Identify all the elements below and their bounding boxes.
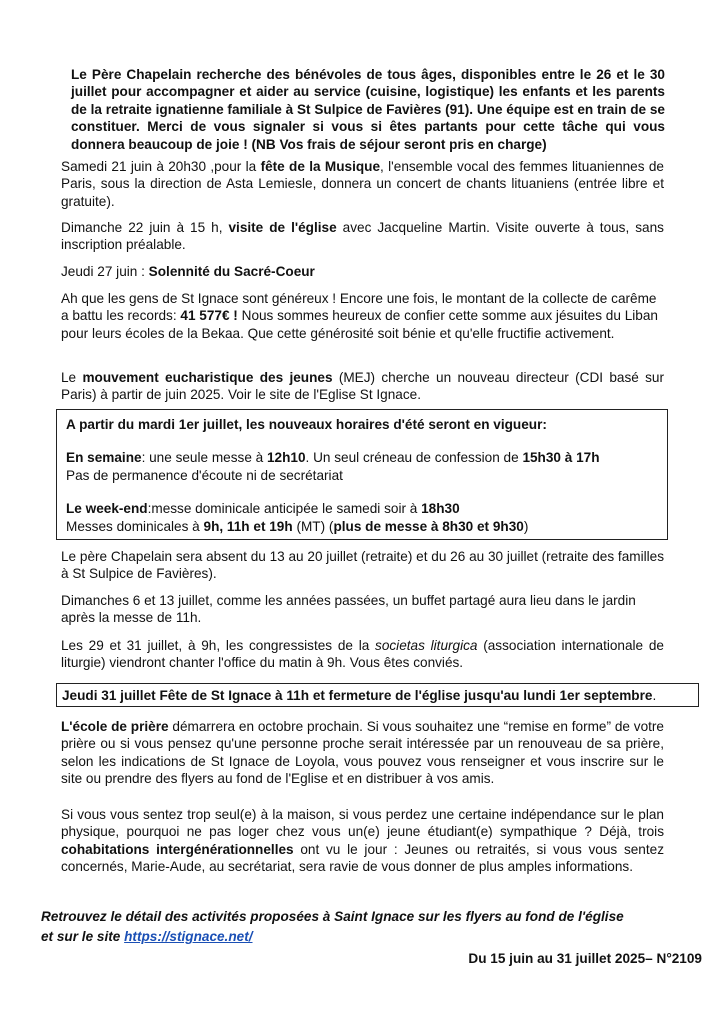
weekday-note: Pas de permanence d'écoute ni de secrétariat <box>66 467 343 483</box>
website-link[interactable]: https://stignace.net/ <box>124 929 253 944</box>
text: Dimanche 22 juin à 15 h, <box>61 220 229 235</box>
sunday-masses <box>66 518 659 535</box>
paragraph-sacre-coeur <box>61 263 664 280</box>
text: ) <box>523 518 529 534</box>
paragraph-societas <box>61 637 664 672</box>
summer-hours-title: A partir du mardi 1er juillet, les nouveaux horaires d'été seront en vigueur: <box>66 417 547 432</box>
text: societas liturgica <box>375 638 478 653</box>
highlight: L'école de prière <box>61 719 169 734</box>
volunteer-call-text: Le Père Chapelain recherche des bénévoles de tous âges, disponibles entre le 26 et le 30 juillet pour accompagner et aider au service (cuisine, logistique) les enfants et les parents de la retraite ignatienne familiale à St Sulpice de Favières (91). Une équipe est en train de se constituer. Merci de vous signaler si vous si êtes partants pour cette tâche qui vous donnera beaucoup de joie ! (NB Vos frais de séjour seront pris en charge) <box>71 67 665 152</box>
volunteer-call <box>71 66 665 153</box>
paragraph-mej <box>61 369 664 404</box>
text: En semaine <box>66 450 142 466</box>
paragraph-cohabitations <box>61 806 664 876</box>
weekend-hours <box>66 500 659 517</box>
text: . Un seul créneau de confession de <box>305 450 523 466</box>
highlight: 41 577€ ! <box>180 308 238 324</box>
paragraph-fete-musique <box>61 158 664 210</box>
paragraph-visite <box>61 219 664 254</box>
footer-line: Retrouvez le détail des activités proposées à Saint Ignace sur les flyers au fond de l'église <box>41 909 624 924</box>
text: (association internationale de liturgie) viendront chanter l'office du matin à 9h. Vous êtes conviés. <box>61 638 664 671</box>
text: . <box>652 688 657 703</box>
footer-note <box>41 907 681 947</box>
text: 18h30 <box>421 501 460 517</box>
text: ont vu le jour : Jeunes ou retraités, si vous vous sentez concernés, Marie-Aude, au secrétariat, sera ravie de vous donner de plus amples informations. <box>61 841 664 875</box>
text: : une seule messe à <box>141 450 267 466</box>
text: avec Jacqueline Martin. Visite ouverte à tous, sans inscription préalable. <box>61 220 664 253</box>
text: Dimanches 6 et 13 juillet, comme les années passées, un buffet partagé aura lieu dans le jardin après la messe de 11h. <box>61 593 636 626</box>
paragraph-absence <box>61 548 664 583</box>
text: Samedi 21 juin à 20h30 ,pour la <box>61 159 261 174</box>
weekday-hours <box>66 449 659 466</box>
text: Le <box>61 370 83 385</box>
text: 15h30 à 17h <box>522 450 600 466</box>
feast-day-text: Jeudi 31 juillet Fête de St Ignace à 11h et fermeture de l'église jusqu'au lundi 1er septembre <box>62 688 653 703</box>
text: 9h, 11h et 19h <box>203 518 293 534</box>
text: et sur le site <box>41 929 125 944</box>
feast-day-box <box>56 683 699 707</box>
highlight: mouvement eucharistique des jeunes <box>82 370 333 385</box>
issue-reference: Du 15 juin au 31 juillet 2025– N°2109 <box>468 951 702 966</box>
text: Si vous vous sentez trop seul(e) à la maison, si vous perdez une certaine indépendance sur le plan physique, pourquoi ne pas loger chez vous un(e) jeune étudiant(e) sympathique ? Déjà, trois <box>61 807 664 840</box>
text: (MEJ) cherche un nouveau directeur (CDI basé sur Paris) à partir de juin 2025. Voir le site de l'Eglise St Ignace. <box>61 370 664 403</box>
text: plus de messe à 8h30 et 9h30 <box>333 518 524 534</box>
paragraph-careme <box>61 290 661 342</box>
highlight: visite de l'église <box>228 220 337 235</box>
text: Jeudi 27 juin : <box>61 264 149 279</box>
text: Messes dominicales à <box>66 518 204 534</box>
text: :messe dominicale anticipée le samedi soir à <box>147 501 422 517</box>
summer-hours-box <box>56 409 668 540</box>
text: Nous sommes heureux de confier cette somme aux jésuites du Liban pour leurs écoles de la Bekaa. Que cette générosité soit bénie et qu'elle fructifie activement. <box>61 308 658 341</box>
text: (MT) ( <box>292 518 334 534</box>
text: démarrera en octobre prochain. Si vous souhaitez une “remise en forme” de votre prière ou si vous pensez qu'une personne proche serait intéressée par un renouveau de sa prière, selon les indications de St Ignace de Loyola, vous pouvez vous renseigner et vous inscrire sur le site ou prendre des flyers au fond de l'Eglise et en distribuer à vos amis. <box>61 719 664 787</box>
highlight: Solennité du Sacré-Coeur <box>148 264 315 279</box>
text: Ah que les gens de St Ignace sont généreux ! Encore une fois, le montant de la collecte de carême a battu les records: <box>61 291 657 324</box>
text: , l'ensemble vocal des femmes lituaniennes de Paris, sous la direction de Asta Lemiesle, donnera un concert de chants lituaniens (entrée libre et gratuite). <box>61 159 664 209</box>
text: Le père Chapelain sera absent du 13 au 20 juillet (retraite) et du 26 au 30 juillet (retraite des familles à St Sulpice de Favières). <box>61 549 665 582</box>
paragraph-buffet <box>61 592 664 627</box>
text: 12h10 <box>267 450 306 466</box>
text: Les 29 et 31 juillet, à 9h, les congressistes de la <box>61 638 376 653</box>
text: Le week-end <box>66 501 148 517</box>
highlight: cohabitations intergénérationnelles <box>61 841 294 857</box>
highlight: fête de la Musique <box>260 159 381 174</box>
footer-line <box>41 927 681 947</box>
paragraph-ecole-priere <box>61 718 664 788</box>
